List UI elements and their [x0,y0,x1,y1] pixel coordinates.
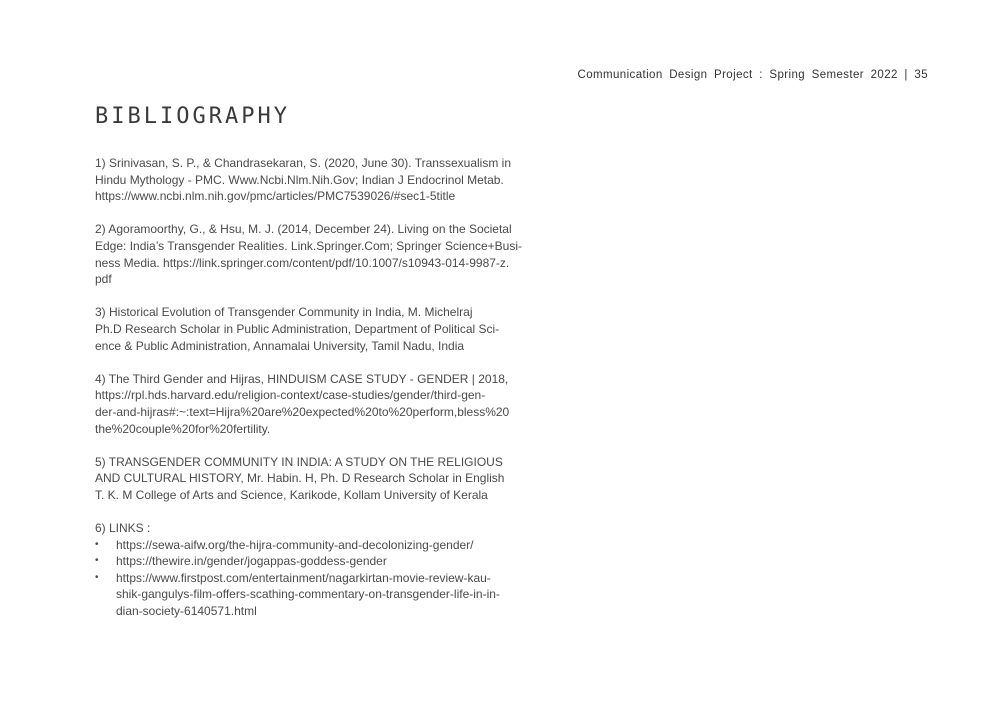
entry-line: T. K. M College of Arts and Science, Karikode, Kollam University of Kerala [95,487,488,502]
entry-line: 4) The Third Gender and Hijras, HINDUISM CASE STUDY - GENDER | 2018, [95,371,509,386]
link-item[interactable] [95,570,505,620]
bibliography-entry-4 [95,371,510,437]
entry-line: ence & Public Administration, Annamalai University, Tamil Nadu, India [95,338,465,353]
entry-line: Ph.D Research Scholar in Public Administration, Department of Political Sci- [95,321,500,336]
link-item[interactable] [95,553,505,570]
bibliography-entry-2 [95,221,523,287]
bibliography-entry-1 [95,155,511,205]
entry-line: https://www.ncbi.nlm.nih.gov/pmc/articles/PMC7539026/#sec1-5title [95,189,456,204]
link-url[interactable]: • https://sewa-aifw.org/the-hijra-community-and-decolonizing-gender/ [116,537,474,552]
links-section [95,520,505,620]
bibliography-entry-5 [95,454,505,504]
entry-line: 2) Agoramoorthy, G., & Hsu, M. J. (2014, December 24). Living on the Societal [95,222,512,237]
running-header: Communication Design Project : Spring Semester 2022 | 35 [577,69,928,81]
link-item[interactable] [95,537,505,554]
link-url[interactable]: • https://www.firstpost.com/entertainment/nagarkirtan-movie-review-kau- [116,570,491,585]
entry-line: Hindu Mythology - PMC. Www.Ncbi.Nlm.Nih.Gov; Indian J Endocrinol Metab. [95,172,504,187]
link-url[interactable]: • https://thewire.in/gender/jogappas-goddess-gender [116,554,387,569]
bibliography-list [95,155,523,636]
link-url[interactable]: shik-gangulys-film-offers-scathing-commentary-on-transgender-life-in-in- [116,587,500,602]
entry-line: ness Media. https://link.springer.com/content/pdf/10.1007/s10943-014-9987-z. [95,255,510,270]
links-list [95,537,505,620]
entry-line: 3) Historical Evolution of Transgender Community in India, M. Michelraj [95,305,473,320]
page-title: BIBLIOGRAPHY [95,104,290,129]
entry-line: Edge: India’s Transgender Realities. Link.Springer.Com; Springer Science+Busi- [95,238,523,253]
entry-line: 5) TRANSGENDER COMMUNITY IN INDIA: A STUDY ON THE RELIGIOUS [95,454,503,469]
links-heading: 6) LINKS : [95,521,151,536]
entry-line: der-and-hijras#:~:text=Hijra%20are%20expected%20to%20perform,bless%20 [95,404,510,419]
link-url[interactable]: dian-society-6140571.html [116,604,257,619]
entry-line: 1) Srinivasan, S. P., & Chandrasekaran, S. (2020, June 30). Transsexualism in [95,156,511,170]
bibliography-entry-3 [95,304,505,354]
entry-line: pdf [95,272,112,287]
entry-line: AND CULTURAL HISTORY, Mr. Habin. H, Ph. D Research Scholar in English [95,471,505,486]
entry-line: the%20couple%20for%20fertility. [95,421,271,436]
entry-line: https://rpl.hds.harvard.edu/religion-context/case-studies/gender/third-gen- [95,388,486,403]
